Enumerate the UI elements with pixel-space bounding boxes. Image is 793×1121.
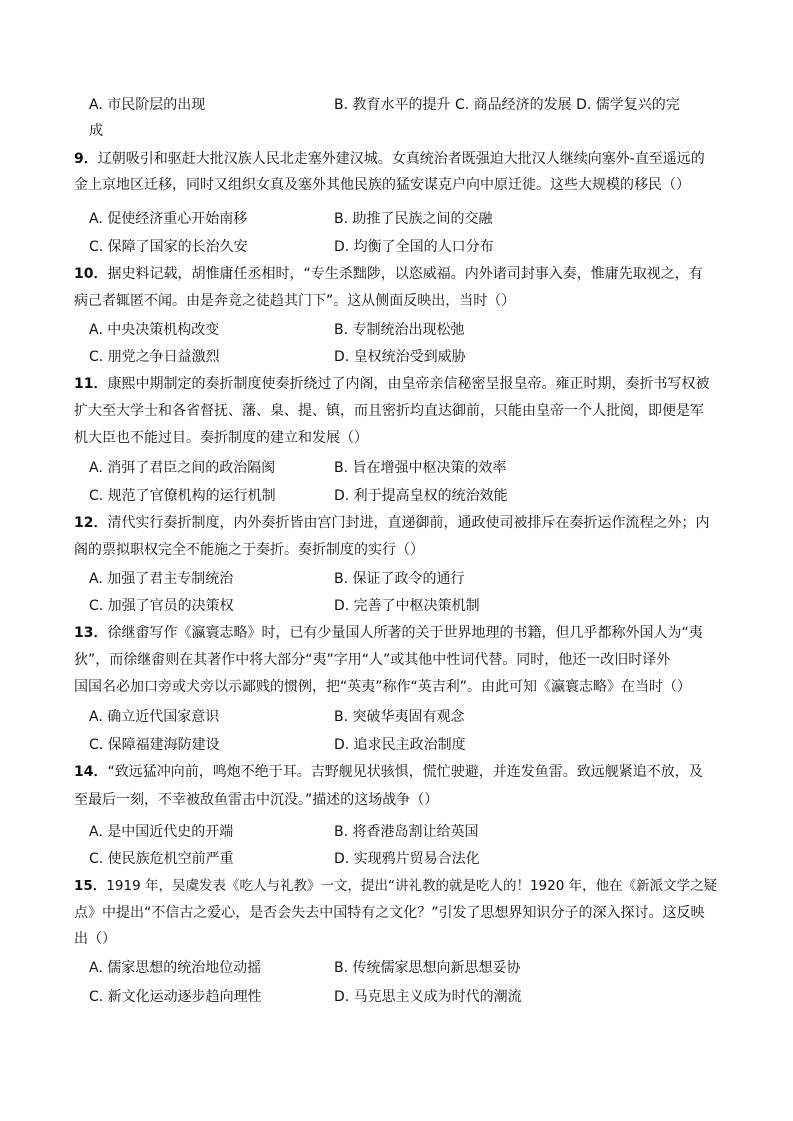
q14-stem-line-1: “致远猛冲向前，鸣炮不绝于耳。吉野舰见状骇惧，慌忙驶避，并连发鱼雷。致远舰紧追不放，及 [107, 764, 703, 780]
q11-stem-line-2: 扩大至大学士和各省督抚、藩、臬、提、镇，而且密折均直达御前，只能由皇帝一个人批阅，即便是军 [74, 403, 704, 419]
q10-number: 10． [74, 266, 108, 282]
q13-option-c: C. 保障福建海防建设 [89, 737, 220, 753]
q11-option-b: B. 旨在增强中枢决策的效率 [334, 460, 507, 476]
q9-option-d: D. 均衡了全国的人口分布 [334, 239, 494, 255]
q10-stem-line-1: 据史料记载，胡惟庸任丞相时，“专生杀黜陟，以恣威福。内外诸司封事入奏，惟庸先取视之，有 [107, 266, 703, 282]
q15-stem-line-1: 1919 年，吴虞发表《吃人与礼教》一文，提出“讲礼教的就是吃人的！1920 年，他在《新派文学之疑 [106, 878, 718, 894]
q15-option-c: C. 新文化运动逐步趋向理性 [89, 989, 262, 1005]
q9-option-b: B. 助推了民族之间的交融 [334, 211, 493, 227]
q10-option-d: D. 皇权统治受到威胁 [334, 349, 466, 365]
q11-stem-line-1: 康熙中期制定的奏折制度使奏折绕过了内阁，由皇帝亲信秘密呈报皇帝。雍正时期，奏折书写权被 [107, 376, 710, 392]
q14-question [74, 759, 703, 785]
q14-number: 14． [74, 764, 108, 780]
q15-stem-line-2: 点》中提出“不信古之爱心，是否会失去中国特有之文化？”引发了思想界知识分子的深入探讨。这反映 [74, 905, 705, 921]
q15-option-a: A. 儒家思想的统治地位动摇 [89, 960, 262, 976]
q10-option-b: B. 专制统治出现松弛 [334, 322, 465, 338]
q12-stem-line-1: 清代实行奏折制度，内外奏折皆由宫门封进，直递御前，通政使司被排斥在奏折运作流程之外；内 [107, 515, 710, 531]
q15-stem-line-3: 出（） [74, 931, 116, 947]
q9-option-a: A. 促使经济重心开始南移 [89, 211, 248, 227]
q13-option-a: A. 确立近代国家意识 [89, 709, 220, 725]
q9-stem-line-1: 辽朝吸引和驱赶大批汉族人民北走塞外建汉城。女真统治者既强迫大批汉人继续向塞外-直至遥远的 [97, 151, 705, 167]
q14-option-c: C. 使民族危机空前严重 [89, 851, 234, 867]
q15-question [74, 873, 717, 899]
q9-option-c: C. 保障了国家的长治久安 [89, 239, 248, 255]
q12-option-d: D. 完善了中枢决策机制 [334, 598, 480, 614]
q8-options-bcd: B. 教育水平的提升 C. 商品经济的发展 D. 儒学复兴的完 [334, 97, 680, 113]
q8-option-a: A. 市民阶层的出现 [89, 97, 206, 113]
q9-number: 9． [74, 151, 98, 167]
q10-question [74, 261, 703, 287]
q15-number: 15． [74, 878, 107, 894]
q15-option-b: B. 传统儒家思想向新思想妥协 [334, 960, 521, 976]
q12-option-b: B. 保证了政令的通行 [334, 571, 465, 587]
q12-stem-line-2: 阁的票拟职权完全不能施之于奏折。奏折制度的实行（） [74, 542, 424, 558]
q13-option-d: D. 追求民主政治制度 [334, 737, 466, 753]
q11-stem-line-3: 机大臣也不能过目。奏折制度的建立和发展（） [74, 430, 368, 446]
q12-option-c: C. 加强了官员的决策权 [89, 598, 234, 614]
q12-option-a: A. 加强了君主专制统治 [89, 571, 234, 587]
q11-option-a: A. 消弭了君臣之间的政治隔阂 [89, 460, 276, 476]
q12-question [74, 510, 709, 536]
q11-option-d: D. 利于提高皇权的统治效能 [334, 488, 508, 504]
q10-option-a: A. 中央决策机构改变 [89, 322, 220, 338]
q12-number: 12． [74, 515, 108, 531]
q13-option-b: B. 突破华夷固有观念 [334, 709, 465, 725]
q13-number: 13． [74, 625, 108, 641]
q11-question [74, 371, 709, 397]
q14-stem-line-2: 至最后一刻，不幸被敌鱼雷击中沉没。”描述的这场战争（） [74, 792, 439, 808]
q9-stem-line-2: 金上京地区迁移，同时又组织女真及塞外其他民族的猛安谋克户向中原迁徙。这些大规模的移民（） [74, 177, 690, 193]
q13-stem-line-3: 国国名必加口旁或犬旁以示鄙贱的惯例，把“英夷”称作“英吉利”。由此可知《瀛寰志略》在当时（） [74, 679, 692, 695]
q8-option-wrap: 成 [89, 123, 103, 139]
q15-option-d: D. 马克思主义成为时代的潮流 [334, 989, 522, 1005]
q11-option-c: C. 规范了官僚机构的运行机制 [89, 488, 276, 504]
q10-option-c: C. 朋党之争日益激烈 [89, 349, 220, 365]
q11-number: 11． [74, 376, 108, 392]
q13-question [74, 620, 703, 646]
q13-stem-line-1: 徐继畬写作《瀛寰志略》时，已有少量国人所著的关于世界地理的书籍，但几乎都称外国人为“夷 [107, 625, 703, 641]
q14-option-b: B. 将香港岛割让给英国 [334, 824, 479, 840]
q10-stem-line-2: 病己者辄匿不闻。由是奔竞之徒趋其门下”。这从侧面反映出，当时（） [74, 293, 516, 309]
q13-stem-line-2: 狄”，而徐继畬则在其著作中将大部分“夷”字用“人”或其他中性词代替。同时，他还一改旧时译外 [74, 652, 671, 668]
q14-option-d: D. 实现鸦片贸易合法化 [334, 851, 480, 867]
q14-option-a: A. 是中国近代史的开端 [89, 824, 234, 840]
q9-question [74, 146, 705, 172]
